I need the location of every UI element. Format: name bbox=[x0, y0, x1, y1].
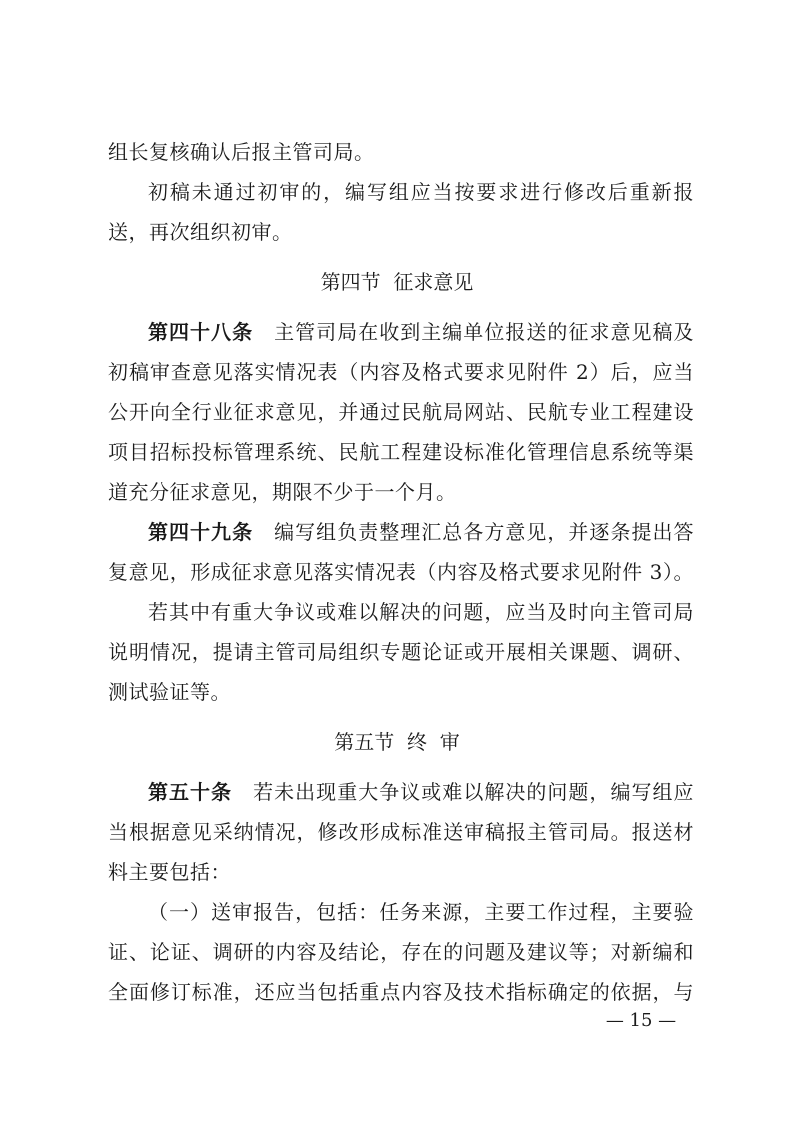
body-line: 初稿审查意见落实情况表（内容及格式要求见附件 2）后，应当 bbox=[108, 360, 694, 384]
body-line: 组长复核确认后报主管司局。 bbox=[108, 140, 375, 164]
body-line: 初稿未通过初审的，编写组应当按要求进行修改后重新报 bbox=[148, 180, 694, 204]
body-line: 测试验证等。 bbox=[108, 680, 231, 704]
section-heading-4: 第四节 征求意见 bbox=[320, 270, 474, 294]
body-line: 道充分征求意见，期限不少于一个月。 bbox=[108, 480, 457, 504]
body-line: 说明情况，提请主管司局组织专题论证或开展相关课题、调研、 bbox=[108, 640, 694, 664]
body-line: 若其中有重大争议或难以解决的问题，应当及时向主管司局 bbox=[148, 600, 694, 624]
body-line: 项目招标投标管理系统、民航工程建设标准化管理信息系统等渠 bbox=[108, 440, 694, 464]
body-line: 复意见，形成征求意见落实情况表（内容及格式要求见附件 3）。 bbox=[108, 560, 694, 584]
section-heading-5: 第五节 终 审 bbox=[334, 730, 460, 754]
article-number: 第五十条 bbox=[148, 780, 233, 804]
body-line: 证、论证、调研的内容及结论，存在的问题及建议等；对新编和 bbox=[108, 940, 694, 964]
article-text: 编写组负责整理汇总各方意见，并逐条提出答 bbox=[253, 520, 694, 544]
body-line: 全面修订标准，还应当包括重点内容及技术指标确定的依据，与 bbox=[108, 980, 694, 1004]
page-number: — 15 — bbox=[605, 1010, 677, 1031]
body-line: 当根据意见采纳情况，修改形成标准送审稿报主管司局。报送材 bbox=[108, 820, 694, 844]
article-48-first-line bbox=[148, 319, 694, 345]
article-50-first-line bbox=[148, 779, 694, 805]
body-line: 料主要包括： bbox=[108, 860, 231, 884]
body-line: （一）送审报告，包括：任务来源，主要工作过程，主要验 bbox=[148, 900, 694, 924]
article-text: 若未出现重大争议或难以解决的问题，编写组应 bbox=[232, 780, 694, 804]
body-line: 送，再次组织初审。 bbox=[108, 220, 293, 244]
article-number: 第四十八条 bbox=[148, 320, 254, 344]
body-line: 公开向全行业征求意见，并通过民航局网站、民航专业工程建设 bbox=[108, 400, 694, 424]
article-49-first-line bbox=[148, 519, 694, 545]
article-text: 主管司局在收到主编单位报送的征求意见稿及 bbox=[253, 320, 694, 344]
article-number: 第四十九条 bbox=[148, 520, 254, 544]
